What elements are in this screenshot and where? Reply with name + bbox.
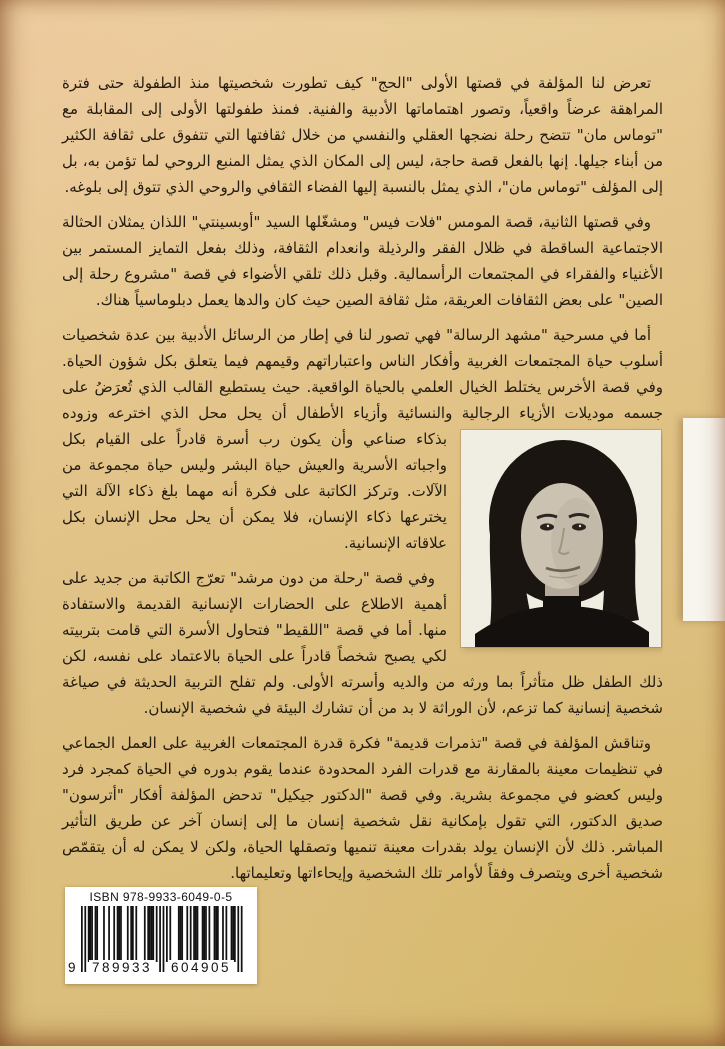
synopsis-paragraph-5: وتناقش المؤلفة في قصة "تذمرات قديمة" فكرة قدرة المجتمعات الغربية على العمل الجماعي في تنظيمات معينة بالمقارنة مع قدرات الفرد المحدودة عندما يقوم بدوره في الحياة كمجرد فرد وليس كعضو في مجموعة بشرية. وفي قصة "الدكتور جيكيل" تدحض المؤلفة أفكار "أترسون" صديق الدكتور، التي تقول بإمكانية نقل شخصية إنسان ما إلى إنسان آخر عن طريق التأثير المباشر. ذلك لأن الإنسان يولد بقدرات معينة تنميها وتصقلها الحياة، ولكن لا يمكن له أن يتقمّص شخصية أخرى ويتصرف وفقاً لأوامر تلك الشخصية وإيحاءاتها وتعليماتها. — [62, 734, 663, 882]
author-photo — [461, 430, 661, 647]
synopsis-text-block — [62, 70, 663, 895]
synopsis-paragraph-3-part-1: أما في مسرحية "مشهد الرسالة" فهي تصور لنا في إطار من الرسائل الأدبية بين عدة شخصيات أسلوب حياة المجتمعات الغربية وأفكار الناس واعتباراتهم وقيمهم فيما يتعلق بكل شؤون الحياة. وفي قصة الأخرس يختلط الخيال العلمي بالحياة الواقعية. حيث يستطيع القالب الذي تُعرَضُ على جسمه موديلات الأزياء الرجالية والنسائية وأزياء الأطفال أن يحل محل الذي اخترعه وزوده — [62, 326, 663, 422]
ean-digit-group: 604905 — [168, 960, 234, 976]
isbn-number-text: ISBN 978-9933-6049-0-5 — [89, 890, 233, 904]
synopsis-paragraph-3-part-2: بذكاء صناعي وأن يكون رب أسرة قادراً على القيام بكل واجباته الأسرية والعيش حياة البشر وليس حياة مجموعة من الآلات. وتركز الكاتبة على فكرة أنه مهما بلغ ذكاء الآلة التي يخترعها ذكاء الإنسان، فلا يمكن أن يحل محل الإنسان بكل علاقاته الإنسانية. — [62, 430, 447, 552]
synopsis-paragraph-4: وفي قصة "رحلة من دون مرشد" تعرّج الكاتبة من جديد على أهمية الاطلاع على الحضارات الإنسانية القديمة والاستفادة منها. أما في قصة "اللقيط" فتحاول الأسرة التي قامت بتربيته لكي يصبح شخصاً قادراً على الحياة بالاعتماد على نفسه، لكن ذلك الطفل ظل متأثراً بما ورثه من والديه وأسرته الأولى. ولم تفلح التربية الحديثة في صياغة شخصية إنسانية كما تزعم، لأن الوراثة لا بد من أن تشارك البيئة في شخصية الإنسان. — [62, 569, 663, 717]
author-portrait-image — [461, 430, 661, 647]
ean-digit-group: 789933 — [89, 960, 155, 976]
ean-digit-group: 9 — [68, 960, 76, 975]
ean-digits-row — [68, 960, 243, 976]
white-edge-strip — [683, 418, 725, 621]
photo-wrap-section — [62, 426, 663, 730]
synopsis-paragraph-2: وفي قصتها الثانية، قصة المومس "فلات فيس" ومشغّلها السيد "أوبسينتي" اللذان يمثلان الحثالة الاجتماعية الساقطة في ظلال الفقر والرذيلة وانعدام الثقافة، وذلك بفعل التمايز المستمر بين الأغنياء والفقراء في المجتمعات الرأسمالية. وقبل ذلك تلقي الأضواء في قصة "مشروع رحلة إلى الصين" على بعض الثقافات العريقة، مثل ثقافة الصين حيث كان والدها يعمل دبلوماسياً هناك. — [62, 213, 663, 309]
synopsis-paragraph-1: تعرض لنا المؤلفة في قصتها الأولى "الحج" كيف تطورت شخصيتها منذ الطفولة حتى فترة المراهقة عرضاً واقعياً، وتصور اهتماماتها الأدبية والفنية. فمنذ طفولتها الأولى إلى المقابلة مع "توماس مان" تتضح رحلة نضجها العقلي والنفسي من خلال ثقافتها التي تتفوق على ثقافة الكثير من أبناء جيلها. إنها بالفعل قصة حاجة، ليس إلى المكان الذي يمثل المنبع الروحي لما تؤمن به، بل إلى المؤلف "توماس مان"، الذي يمثل بالنسبة إليها الفضاء الثقافي والروحي الذي تتوق إلى بلوغه. — [62, 74, 663, 196]
ean-barcode — [68, 906, 243, 986]
isbn-barcode-label — [65, 887, 257, 984]
